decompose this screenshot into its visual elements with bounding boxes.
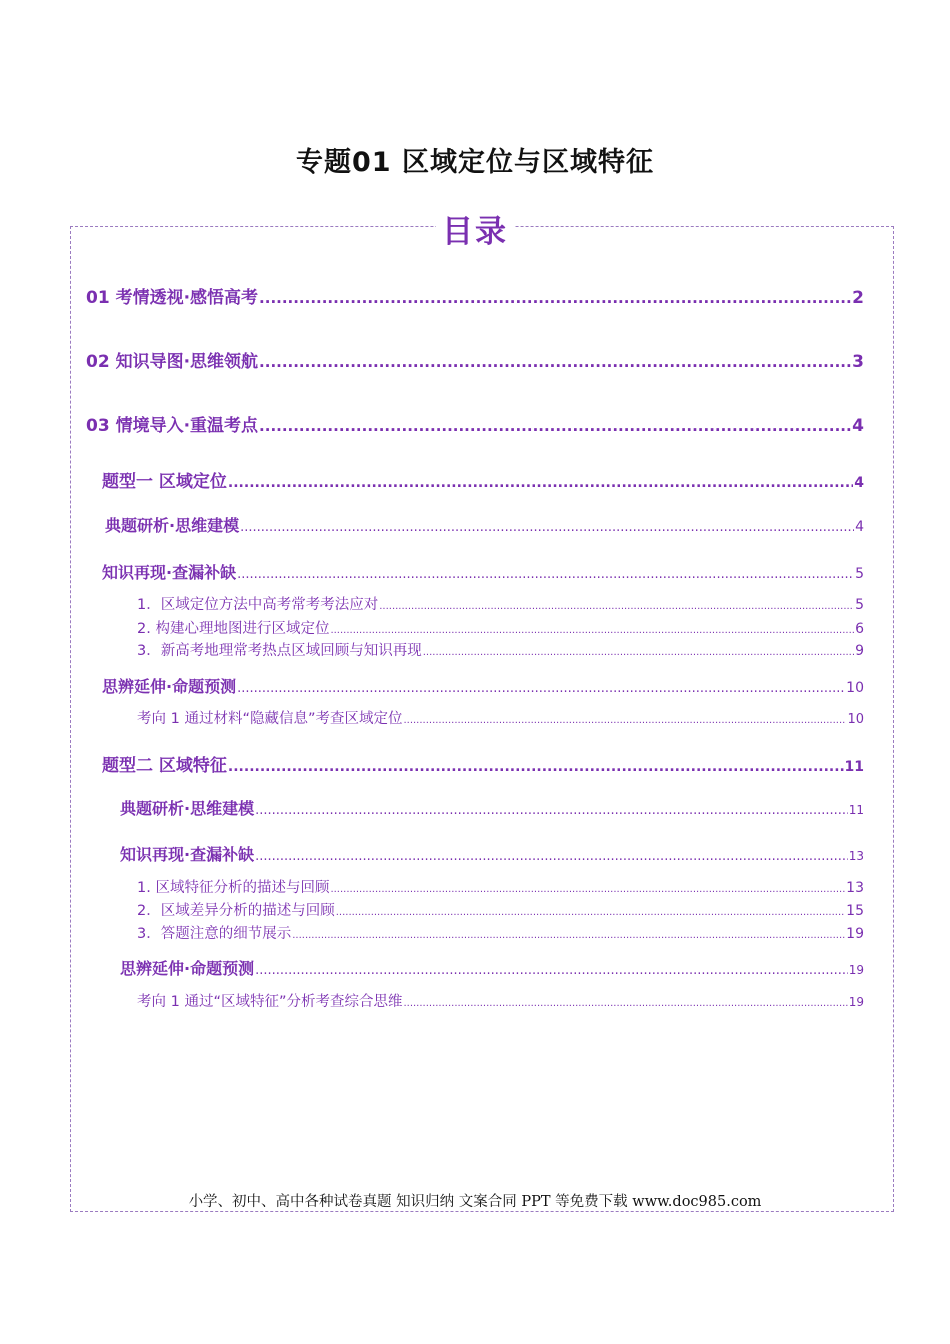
toc-entry-type1[interactable] — [102, 467, 864, 492]
page-title: 专题01 区域定位与区域特征 — [296, 147, 654, 178]
toc-heading — [0, 206, 950, 251]
toc-entry-type1-part2[interactable] — [102, 560, 864, 583]
toc-entry-type2-item1[interactable] — [137, 876, 864, 897]
toc-heading-text: 目录 — [436, 206, 514, 251]
toc-entry-label: 知识再现·查漏补缺 — [120, 845, 255, 864]
toc-entry-label: 3．新高考地理常考热点区域回顾与知识再现 — [137, 643, 422, 659]
toc-leader-dots — [292, 930, 845, 941]
toc-entry-page: 6 — [855, 621, 864, 637]
toc-entry-page: 4 — [852, 416, 864, 436]
toc-leader-dots — [259, 288, 851, 308]
toc-entry-page: 11 — [844, 759, 864, 775]
toc-leader-dots — [237, 681, 845, 696]
toc-leader-dots — [403, 715, 846, 726]
toc-leader-dots — [255, 963, 848, 978]
toc-entry-label: 典题研析·思维建模 — [120, 799, 255, 818]
toc-leader-dots — [259, 416, 851, 436]
toc-leader-dots — [336, 907, 845, 918]
toc-leader-dots — [379, 601, 854, 612]
toc-entry-label: 思辨延伸·命题预测 — [120, 959, 255, 978]
toc-entry-type2-direction1[interactable] — [137, 990, 864, 1011]
toc-entry-page: 10 — [846, 680, 864, 696]
toc-leader-dots — [330, 884, 845, 895]
toc-leader-dots — [423, 647, 854, 658]
toc-leader-dots — [259, 352, 851, 372]
toc-entry-type2-part3[interactable] — [120, 956, 864, 979]
toc-entry-page: 19 — [848, 963, 864, 977]
toc-entry-label: 2．区域差异分析的描述与回顾 — [137, 903, 335, 919]
toc-leader-dots — [255, 849, 848, 864]
toc-entry-type1-item2[interactable] — [137, 617, 864, 638]
toc-entry-label: 02 知识导图·思维领航 — [86, 352, 259, 372]
toc-entry-section-03[interactable] — [86, 411, 864, 436]
toc-entry-section-02[interactable] — [86, 347, 864, 372]
toc-entry-type1-direction1[interactable] — [137, 707, 864, 728]
toc-entry-page: 10 — [847, 712, 864, 727]
page-footer: 小学、初中、高中各种试卷真题 知识归纳 文案合同 PPT 等免费下载 www.doc985.com — [188, 1194, 762, 1210]
toc-entry-page: 13 — [848, 849, 864, 863]
toc-entry-page: 19 — [848, 995, 864, 1009]
toc-entry-page: 4 — [854, 475, 864, 491]
toc-entry-label: 知识再现·查漏补缺 — [102, 563, 237, 582]
toc-entry-type2-item3[interactable] — [137, 922, 864, 943]
toc-leader-dots — [228, 475, 853, 491]
toc-entry-type1-item1[interactable] — [137, 593, 864, 614]
toc-entry-type1-part3[interactable] — [102, 674, 864, 697]
toc-entry-label: 03 情境导入·重温考点 — [86, 416, 259, 436]
toc-entry-page: 5 — [855, 566, 864, 582]
toc-entry-label: 题型一 区域定位 — [102, 472, 227, 492]
toc-entry-type2[interactable] — [102, 751, 864, 776]
toc-entry-label: 1. 区域特征分析的描述与回顾 — [137, 880, 330, 896]
toc-entry-type1-part1[interactable] — [105, 513, 864, 536]
toc-entry-page: 19 — [846, 926, 864, 942]
toc-entry-page: 11 — [848, 803, 864, 817]
toc-entry-label: 01 考情透视·感悟高考 — [86, 288, 259, 308]
toc-entry-label: 2. 构建心理地图进行区域定位 — [137, 621, 330, 637]
toc-entry-label: 考向 1 通过“区域特征”分析考查综合思维 — [137, 994, 403, 1010]
toc-leader-dots — [228, 759, 844, 775]
toc-entry-type2-item2[interactable] — [137, 899, 864, 920]
toc-entry-label: 思辨延伸·命题预测 — [102, 677, 237, 696]
toc-entry-label: 3．答题注意的细节展示 — [137, 926, 292, 942]
toc-leader-dots — [403, 998, 847, 1009]
toc-leader-dots — [330, 625, 854, 636]
toc-entry-type2-part1[interactable] — [120, 796, 864, 819]
toc-entry-page: 3 — [852, 352, 864, 372]
toc-entry-page: 4 — [855, 519, 864, 535]
toc-leader-dots — [255, 803, 848, 818]
toc-entry-type1-item3[interactable] — [137, 639, 864, 660]
toc-entry-label: 题型二 区域特征 — [102, 756, 227, 776]
toc-leader-dots — [237, 567, 854, 582]
toc-leader-dots — [240, 520, 854, 535]
toc-entry-label: 考向 1 通过材料“隐藏信息”考查区域定位 — [137, 711, 403, 727]
toc-entry-type2-part2[interactable] — [120, 842, 864, 865]
toc-entry-page: 5 — [855, 597, 864, 613]
toc-entry-section-01[interactable] — [86, 283, 864, 308]
toc-entry-page: 2 — [852, 288, 864, 308]
toc-entry-label: 1．区域定位方法中高考常考考法应对 — [137, 597, 379, 613]
toc-entry-page: 9 — [855, 643, 864, 659]
toc-entry-label: 典题研析·思维建模 — [105, 516, 240, 535]
toc-entry-page: 15 — [846, 903, 864, 919]
toc-entry-page: 13 — [846, 880, 864, 896]
